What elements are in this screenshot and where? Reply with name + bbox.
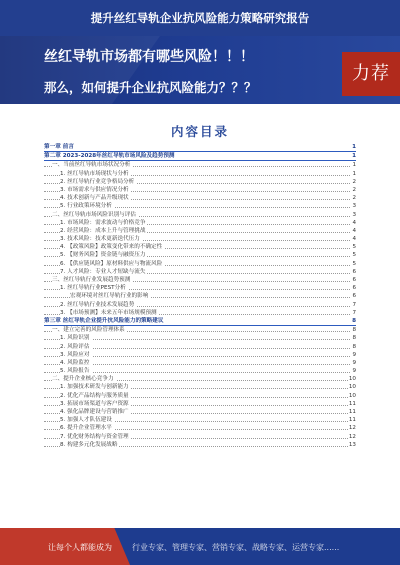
toc-page-number: 9	[352, 368, 356, 375]
toc-entry-row[interactable]	[44, 343, 356, 351]
toc-entry-label: 5. 行业政策环境分析	[60, 203, 112, 210]
toc-entry-label: 1. 市场风险：需求波动与价格竞争	[60, 219, 146, 226]
toc-entry-row[interactable]	[44, 392, 356, 400]
toc-chapter-row[interactable]	[44, 152, 356, 161]
banner-subheadline: 那么，如何提升企业抗风险能力？？？	[44, 80, 257, 95]
banner-headline: 丝红导轨市场都有哪些风险！！！	[44, 49, 254, 65]
toc-page-number: 8	[352, 327, 356, 334]
toc-entry-label: 4. 风险监控	[60, 359, 90, 366]
toc-chapter-row[interactable]	[44, 317, 356, 326]
toc-entry-label: 1. 风险识别	[60, 335, 90, 342]
toc-page-number: 3	[352, 203, 356, 210]
toc-page-number: 7	[352, 301, 356, 308]
toc-entry-row[interactable]	[44, 202, 356, 210]
toc-entry-label: 第一章 前言	[44, 144, 74, 150]
toc-page-number: 5	[352, 244, 356, 251]
toc-entry-label: 3. 市场需求与供应情况分析	[60, 186, 129, 193]
toc-entry-label: 4. 强化品牌建设与营销推广	[60, 409, 129, 415]
toc-entry-row[interactable]	[44, 375, 356, 383]
toc-entry-row[interactable]	[44, 243, 356, 251]
toc-entry-label: 6. 【供应链风险】原材料供应与物流风险	[60, 260, 163, 267]
toc-entry-row[interactable]	[44, 251, 356, 259]
toc-page-number: 6	[352, 293, 356, 300]
toc-page-number: 1	[352, 170, 356, 177]
footer-tagline: 行业专家、管理专家、营销专家、战略专家、运营专家......	[132, 543, 340, 552]
toc-entry-label: 8. 构建多元化发展战略	[60, 441, 118, 448]
recommend-badge: 力荐	[342, 52, 400, 96]
toc-page-number: 2	[352, 186, 356, 193]
toc-entry-row[interactable]	[44, 161, 356, 169]
toc-entry-row[interactable]	[44, 326, 356, 334]
report-title: 提升丝红导轨企业抗风险能力策略研究报告	[90, 11, 310, 25]
toc-entry-label: 3. 拓展市场渠道与客户资源	[60, 400, 129, 407]
toc-entry-row[interactable]	[44, 260, 356, 268]
toc-page-number: 11	[348, 400, 356, 407]
toc-page-number: 10	[348, 384, 356, 391]
toc-page-number: 8	[352, 335, 356, 342]
toc-page-number: 9	[352, 359, 356, 366]
toc-page-number: 8	[352, 317, 356, 324]
toc-entry-label: 第二章 2023-2028年丝红导轨市场风险及趋势预测	[44, 153, 175, 160]
toc-entry-label: 第三章 丝红导轨企业提升抗风险能力的策略建议	[44, 317, 164, 324]
toc-entry-row[interactable]	[44, 400, 356, 408]
hero-banner	[0, 36, 400, 104]
toc-page-number: 4	[352, 236, 356, 243]
toc-entry-row[interactable]	[44, 367, 356, 375]
toc-entry-row[interactable]	[44, 186, 356, 194]
toc-page-number: 4	[352, 227, 356, 234]
toc-entry-row[interactable]	[44, 284, 356, 292]
toc-page-number: 1	[352, 144, 356, 150]
toc-entry-label: 4. 【政策风险】政策变化带来的不确定性	[60, 244, 163, 251]
toc-page-number: 6	[352, 268, 356, 275]
toc-entry-label: 1. 丝红导轨市场现状与分析	[60, 170, 129, 177]
toc-page-number: 1	[352, 162, 356, 169]
table-of-contents	[44, 143, 356, 449]
toc-entry-row[interactable]	[44, 227, 356, 235]
toc-entry-label: 2. 丝红导轨行业竞争格局分析	[60, 178, 135, 185]
toc-entry-row[interactable]	[44, 441, 356, 449]
toc-page-number: 2	[352, 178, 356, 185]
toc-entry-label: 2. 优化产品结构与服务质量	[60, 392, 129, 399]
toc-page-number: 10	[348, 376, 356, 383]
toc-page-number: 6	[352, 285, 356, 292]
toc-entry-label: 3. 风险应对	[60, 351, 90, 358]
toc-page-number: 11	[348, 417, 356, 424]
toc-page-number: 8	[352, 343, 356, 350]
toc-page-number: 3	[352, 211, 356, 218]
toc-entry-label: 一、当前丝红导轨市场状况分析	[52, 162, 131, 169]
toc-entry-label: 1. 加强技术研发与创新能力	[60, 384, 129, 391]
toc-page-number: 12	[348, 433, 356, 440]
toc-entry-row[interactable]	[44, 178, 356, 186]
toc-entry-label: 5. 风险报告	[60, 368, 90, 375]
toc-entry-label: 2. 经营风险：成本上升与管理挑战	[60, 227, 146, 234]
toc-entry-label: 5. 【财务风险】资金链与融资压力	[60, 252, 146, 259]
toc-entry-label: 宏观环境对丝红导轨行业的影响	[70, 293, 149, 300]
toc-entry-row[interactable]	[44, 211, 356, 219]
toc-entry-row[interactable]	[44, 334, 356, 342]
toc-page-number: 10	[348, 392, 356, 399]
toc-entry-label: 一、建立完善的风险管理体系	[52, 327, 125, 334]
toc-entry-label: 二、提升企业核心竞争力	[52, 376, 114, 383]
toc-entry-row[interactable]	[44, 219, 356, 227]
toc-entry-label: 1. 丝红导轨行业PEST分析	[60, 285, 126, 292]
report-header-bar	[0, 0, 400, 36]
toc-entry-label: 4. 技术创新与产品升级现状	[60, 195, 129, 202]
toc-page-number: 12	[348, 425, 356, 432]
toc-entry-label: 2. 丝红导轨行业技术发展趋势	[60, 301, 135, 308]
toc-entry-label: 7. 优化财务结构与资金管理	[60, 433, 129, 440]
toc-page-number: 5	[352, 260, 356, 267]
footer-slogan: 让每个人都能成为	[48, 543, 112, 552]
toc-entry-row[interactable]	[44, 408, 356, 416]
toc-entry-row[interactable]	[44, 292, 356, 300]
toc-entry-row[interactable]	[44, 424, 356, 432]
toc-page-number: 5	[352, 252, 356, 259]
toc-entry-row[interactable]	[44, 383, 356, 391]
toc-entry-label: 5. 加强人才队伍建设	[60, 417, 112, 424]
toc-page-number: 6	[352, 277, 356, 283]
toc-entry-row[interactable]	[44, 235, 356, 243]
toc-entry-row[interactable]	[44, 194, 356, 202]
toc-page-number: 2	[352, 195, 356, 202]
footer-bar	[0, 528, 400, 565]
toc-entry-label: 3. 【市场预测】未来五年市场规模预测	[60, 309, 157, 316]
toc-page-number: 7	[352, 309, 356, 316]
toc-entry-label: 6. 提升企业管理水平	[60, 425, 112, 432]
toc-title: 内容目录	[170, 124, 229, 139]
toc-entry-row[interactable]	[44, 276, 356, 284]
toc-chapter-row[interactable]	[44, 143, 356, 152]
toc-entry-row[interactable]	[44, 351, 356, 359]
toc-entry-row[interactable]	[44, 433, 356, 441]
toc-entry-row[interactable]	[44, 268, 356, 276]
toc-page-number: 13	[348, 441, 356, 448]
toc-page-number: 1	[352, 153, 356, 160]
toc-entry-label: 7. 人才风险：专业人才短缺与流失	[60, 268, 146, 275]
toc-entry-label: 2. 风险评估	[60, 343, 90, 350]
toc-entry-row[interactable]	[44, 359, 356, 367]
toc-entry-row[interactable]	[44, 301, 356, 309]
toc-page-number: 9	[352, 351, 356, 358]
toc-entry-row[interactable]	[44, 416, 356, 424]
toc-entry-row[interactable]	[44, 309, 356, 317]
toc-entry-label: 3. 技术风险：技术更新迭代压力	[60, 236, 140, 243]
toc-page-number: 11	[348, 409, 356, 415]
toc-page-number: 4	[352, 219, 356, 226]
toc-entry-label: 二、丝红导轨市场风险识别与评估	[52, 211, 136, 218]
toc-entry-row[interactable]	[44, 170, 356, 178]
toc-entry-label: 三、丝红导轨行业发展趋势预测	[52, 277, 131, 283]
